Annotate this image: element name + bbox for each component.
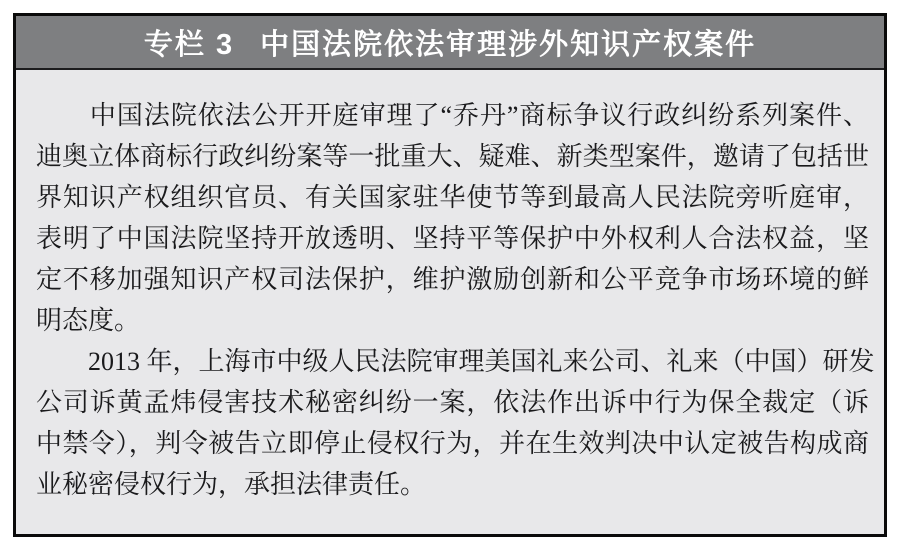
column-label: 专栏 3 — [143, 28, 235, 61]
column-title: 中国法院依法审理涉外知识产权案件 — [260, 28, 757, 61]
text-line: 2013 年，上海市中级人民法院审理美国礼来公司、礼来（中国）研发 — [36, 347, 875, 376]
text-line: 迪奥立体商标行政纠纷案等一批重大、疑难、新类型案件，邀请了包括世 — [36, 142, 869, 171]
text-line: 业秘密侵权行为，承担法律责任。 — [36, 470, 427, 499]
text-line: 定不移加强知识产权司法保护，维护激励创新和公平竞争市场环境的鲜 — [36, 265, 869, 294]
paragraph-2 — [36, 341, 875, 505]
text-line: 公司诉黄孟炜侵害技术秘密纠纷一案，依法作出诉中行为保全裁定（诉 — [36, 388, 869, 417]
text-line: 界知识产权组织官员、有关国家驻华使节等到最高人民法院旁听庭审， — [36, 183, 869, 212]
column-header — [16, 16, 884, 70]
column-body — [16, 70, 884, 534]
text-line: 明态度。 — [36, 306, 141, 335]
text-line: 表明了中国法院坚持开放透明、坚持平等保护中外权利人合法权益，坚 — [36, 224, 869, 253]
text-line: 中国法院依法公开开庭审理了“乔丹”商标争议行政纠纷系列案件、 — [36, 101, 869, 130]
text-line: 中禁令），判令被告立即停止侵权行为，并在生效判决中认定被告构成商 — [36, 429, 869, 458]
paragraph-1 — [36, 95, 869, 341]
column-box — [13, 13, 887, 537]
